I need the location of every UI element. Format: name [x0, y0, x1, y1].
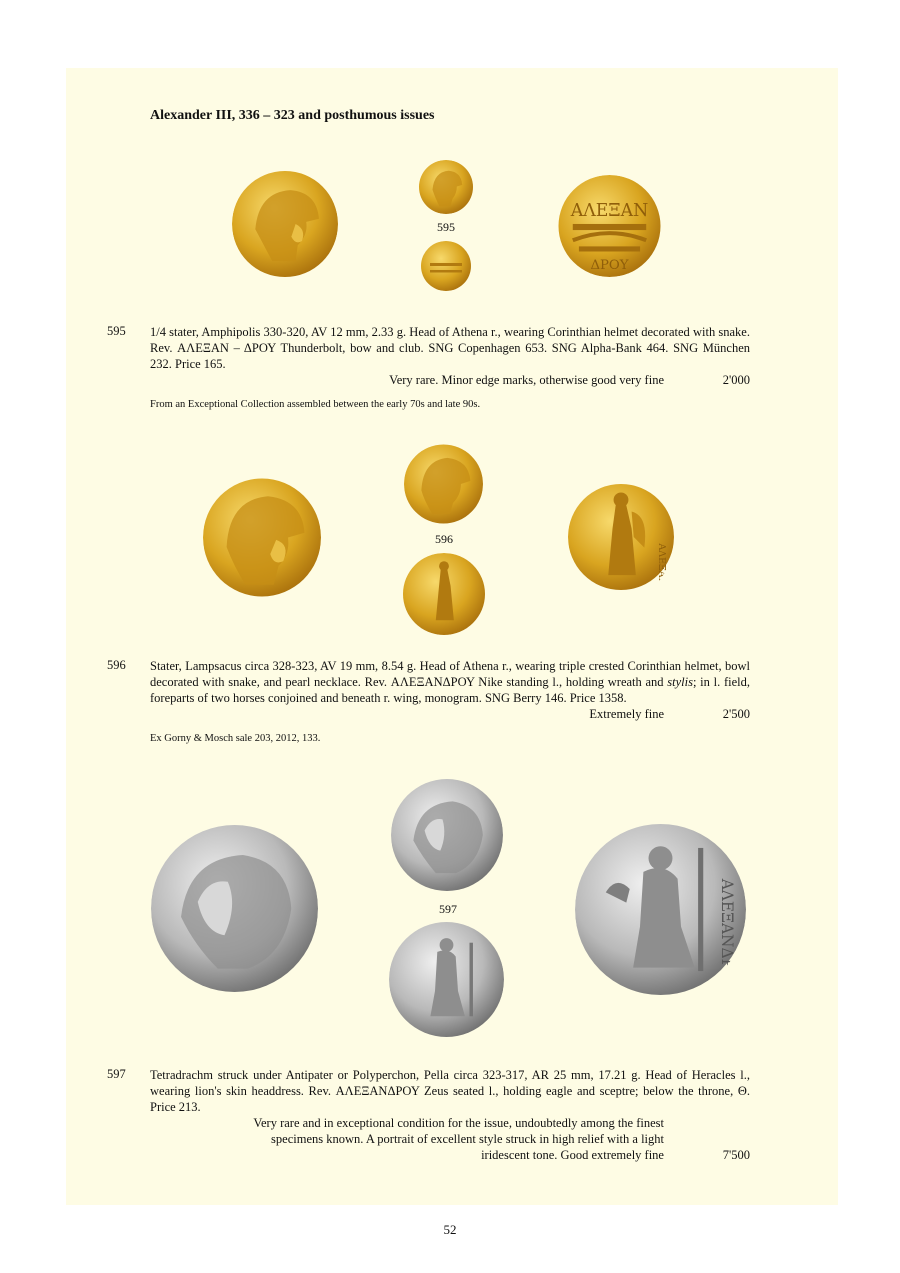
lot-596-image-number: 596: [435, 532, 453, 546]
lot-597-image-number: 597: [439, 902, 457, 916]
lot-597-number: 597: [107, 1067, 126, 1081]
lot-596-condition: Extremely fine: [589, 707, 664, 721]
lot-597-note: [150, 1115, 664, 1147]
coin-595-reverse: [556, 175, 663, 277]
svg-text:ΔΡΟΥ: ΔΡΟΥ: [590, 257, 629, 273]
lot-596-price: 2'500: [722, 707, 750, 721]
lot-597-price: 7'500: [722, 1148, 750, 1162]
lot-597-note-line-2: specimens known. A portrait of excellent style struck in high relief with a light: [271, 1132, 664, 1146]
lot-596-description: [150, 658, 750, 706]
lot-596-number: 596: [107, 658, 126, 672]
lot-597-note-line-1: Very rare and in exceptional condition for the issue, undoubtedly among the finest: [253, 1116, 664, 1130]
lot-595-provenance: From an Exceptional Collection assembled between the early 70s and late 90s.: [150, 399, 481, 410]
coin-595-reverse-small: [418, 241, 474, 291]
lot-596-description-part1: Stater, Lampsacus circa 328-323, AV 19 mm, 8.54 g. Head of Athena r., wearing triple crested Corinthian helmet, bowl decorated with snake, and pearl necklace. Rev. ΑΛΕΞΑΝΔΡΟΥ Nike standing l., holding wreath and: [150, 659, 750, 689]
coin-597-reverse: [575, 820, 746, 999]
coin-596-obverse-small: [404, 441, 483, 527]
lot-595-description: 1/4 stater, Amphipolis 330-320, AV 12 mm, 2.33 g. Head of Athena r., wearing Corinthian helmet decorated with snake. Rev. ΑΛΕΞΑΝ – ΔΡΟΥ Thunderbolt, bow and club. SNG Copenhagen 653. SNG Alpha-Bank 464. SNG München 232. Price 165.: [150, 325, 750, 371]
coin-596-obverse: [203, 474, 321, 601]
lot-596-provenance: Ex Gorny & Mosch sale 203, 2012, 133.: [150, 733, 321, 744]
svg-text:ΑΛΕΞΑΝ: ΑΛΕΞΑΝ: [656, 543, 668, 586]
coin-595-obverse-small: [418, 160, 474, 214]
lot-596-description-italic: stylis: [667, 675, 693, 689]
lot-596-description-part2: ; in l. field, foreparts of two horses conjoined and beneath r. wing, monogram. SNG Berry 146. Price 1358.: [150, 675, 750, 705]
coin-597-obverse-small: [391, 776, 503, 894]
lot-595-image-number: 595: [437, 220, 455, 234]
lot-595-number: 595: [107, 324, 126, 338]
lot-597-condition: iridescent tone. Good extremely fine: [481, 1148, 664, 1162]
svg-text:ΑΛΕΞΑΝ: ΑΛΕΞΑΝ: [570, 200, 649, 221]
coin-596-reverse-small: [401, 553, 487, 635]
lot-597-description: Tetradrachm struck under Antipater or Polyperchon, Pella circa 323-317, AR 25 mm, 17.21 g. Head of Heracles l., wearing lion's skin headdress. Rev. ΑΛΕΞΑΝΔΡΟΥ Zeus seated l., holding eagle and sceptre; below the throne, Θ. Price 213.: [150, 1068, 750, 1114]
lot-595-condition: Very rare. Minor edge marks, otherwise good very fine: [389, 373, 664, 387]
coin-595-obverse: [232, 170, 338, 278]
coin-596-reverse: [568, 474, 674, 600]
page-number: 52: [443, 1222, 457, 1237]
coin-597-reverse-small: [389, 919, 504, 1040]
svg-text:ΑΛΕΞΑΝΔΡΟΥ: ΑΛΕΞΑΝΔΡΟΥ: [718, 878, 737, 992]
coin-597-obverse: [151, 819, 318, 998]
section-heading: Alexander III, 336 – 323 and posthumous issues: [150, 108, 435, 123]
lot-595-price: 2'000: [722, 373, 750, 387]
